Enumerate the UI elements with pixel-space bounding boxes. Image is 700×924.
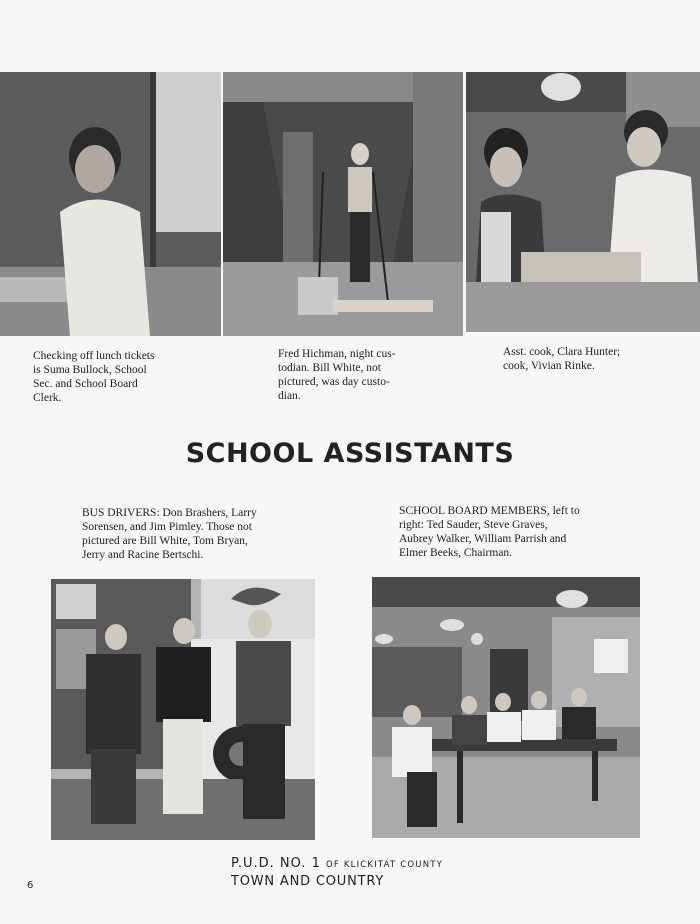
footer-publication: TOWN AND COUNTRY [231,874,385,889]
footer-publisher-main: P.U.D. NO. 1 [231,856,321,871]
photo-cooks [466,72,700,332]
footer-publisher [231,856,443,871]
footer-publisher-county: OF KLICKITAT COUNTY [325,860,444,870]
photo-lunch-tickets [0,72,221,336]
caption-lunch-tickets: Checking off lunch tickets is Suma Bullock, School Sec. and School Board Clerk. [33,350,155,404]
photo-bus-drivers [51,579,315,840]
page-number: 6 [27,880,34,891]
photo-school-board [372,577,640,838]
caption-school-board: SCHOOL BOARD MEMBERS, left to right: Ted Sauder, Steve Graves, Aubrey Walker, William Parrish and Elmer Beeks, Chairman. [399,505,580,559]
caption-custodian: Fred Hichman, night cus- todian. Bill White, not pictured, was day custo- dian. [278,348,396,402]
photo-custodian [223,72,463,336]
section-title: SCHOOL ASSISTANTS [185,438,515,469]
caption-bus-drivers: BUS DRIVERS: Don Brashers, Larry Sorensen, and Jim Pimley. Those not pictured are Bill White, Tom Bryan, Jerry and Racine Bertschi. [82,507,257,561]
caption-cooks: Asst. cook, Clara Hunter; cook, Vivian Rinke. [503,346,621,372]
